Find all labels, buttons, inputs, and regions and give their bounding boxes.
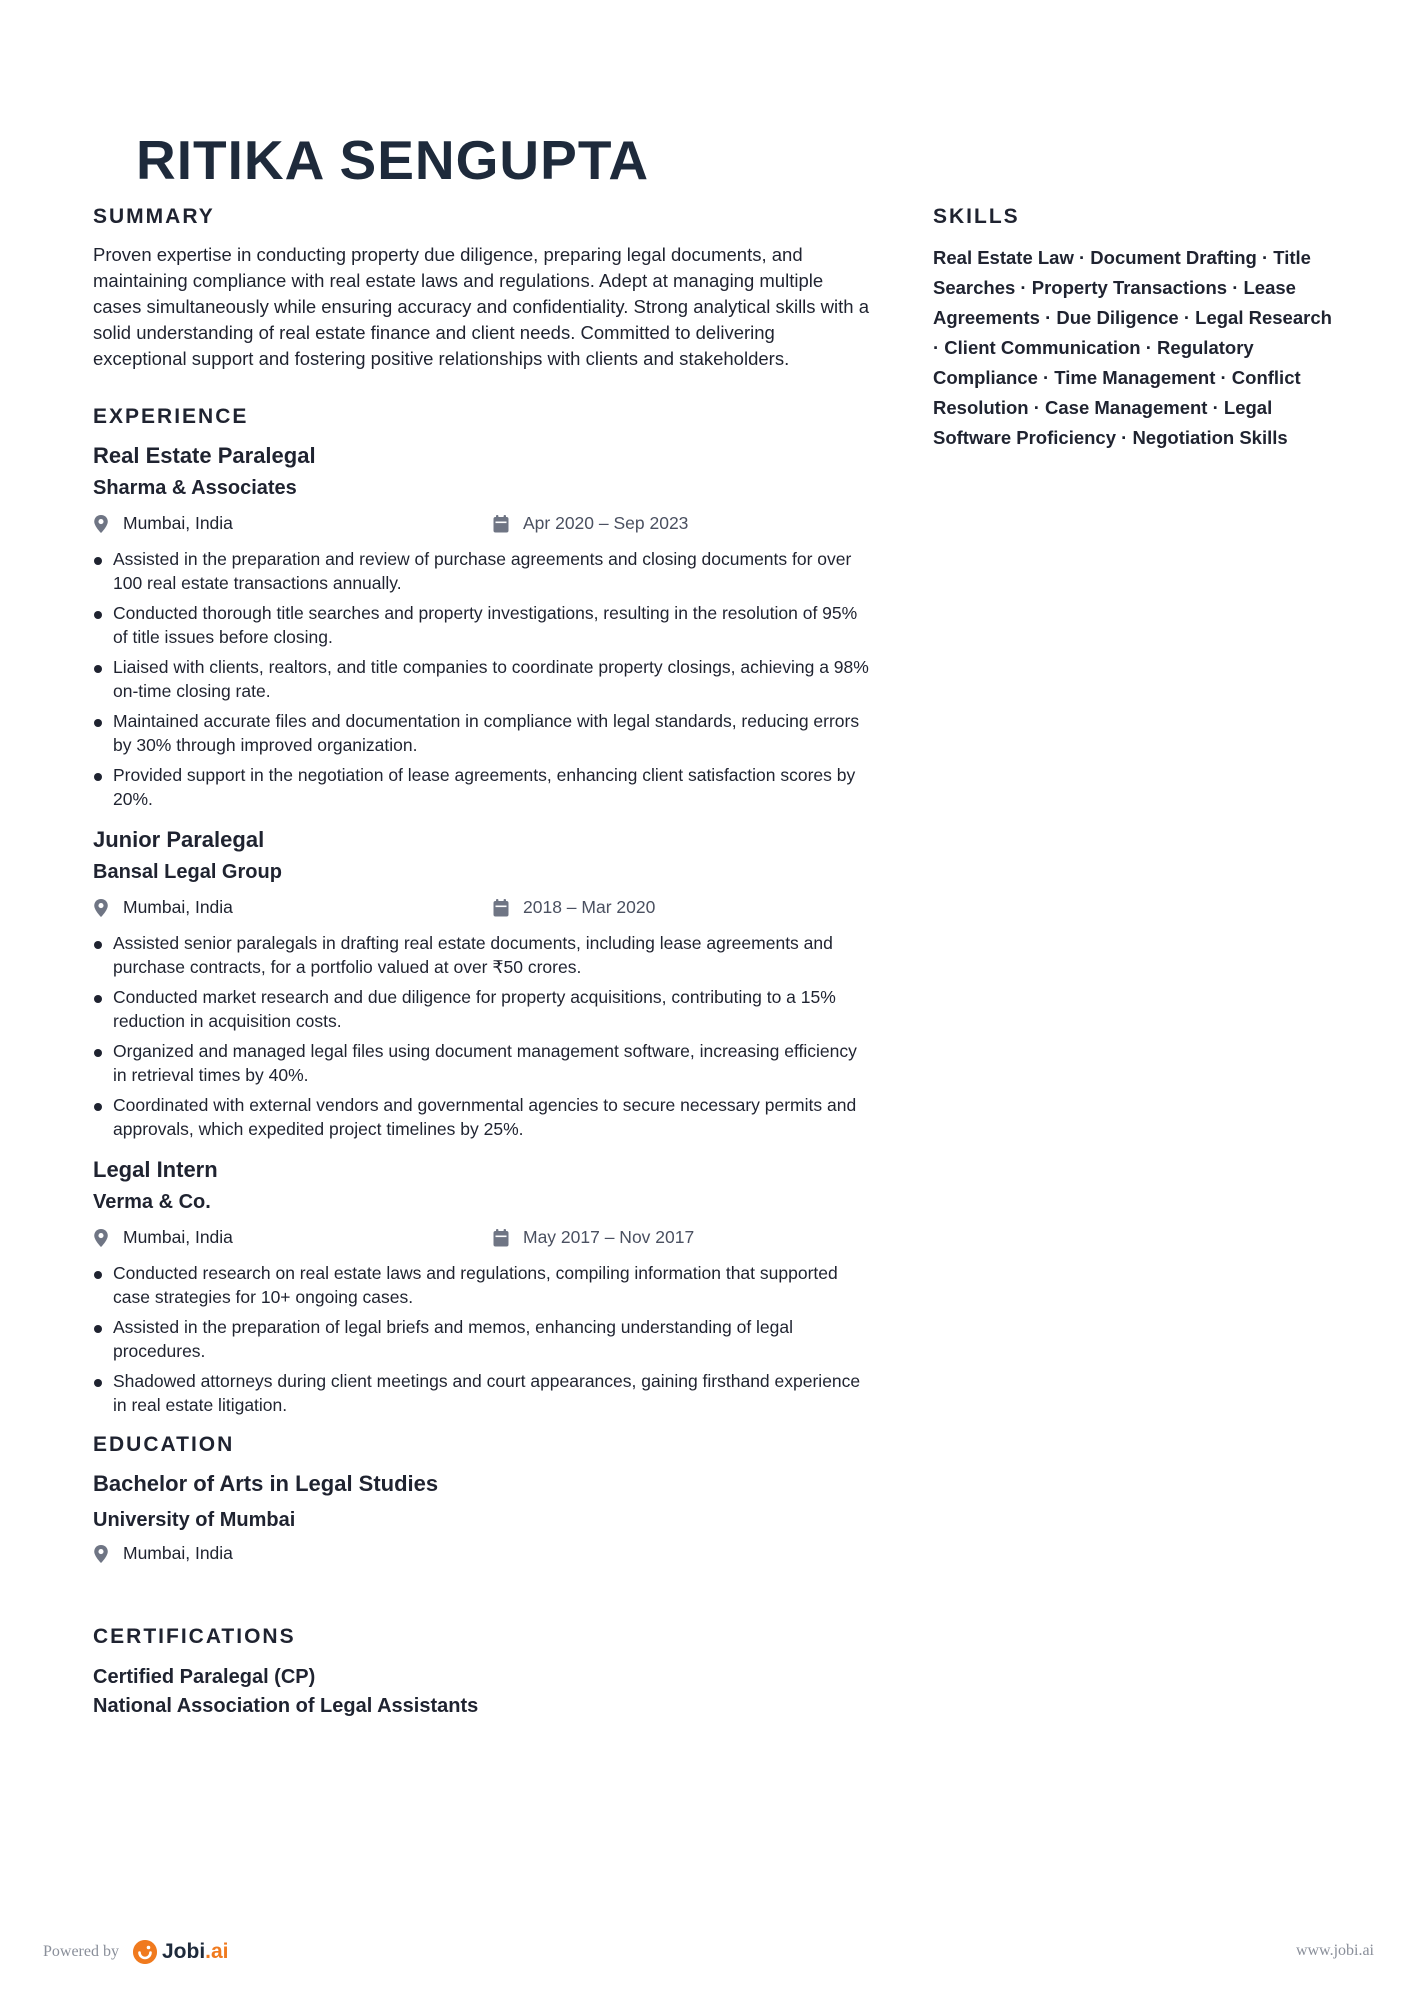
bullet-dot xyxy=(94,1103,102,1111)
job-bullet xyxy=(93,1261,873,1309)
job-bullets xyxy=(93,931,873,1141)
job-meta xyxy=(93,1227,873,1253)
location-text: Mumbai, India xyxy=(123,513,233,533)
certification-name: Certified Paralegal (CP) xyxy=(93,1666,316,1688)
logo-suffix: .ai xyxy=(205,1940,229,1963)
education-section xyxy=(93,1433,873,1569)
bullet-dot xyxy=(94,1379,102,1387)
calendar-icon xyxy=(493,515,509,533)
calendar-icon xyxy=(493,1229,509,1247)
bullet-dot xyxy=(94,557,102,565)
section-title: EDUCATION xyxy=(93,1433,235,1456)
bullet-text: Organized and managed legal files using document management software, increasing efficiency in retrieval times by 40%. xyxy=(113,1041,857,1085)
location-text: Mumbai, India xyxy=(123,897,233,917)
date-text: Apr 2020 – Sep 2023 xyxy=(523,513,689,533)
job-list xyxy=(93,441,873,1417)
bullet-text: Shadowed attorneys during client meetings and court appearances, gaining firsthand experience in real estate litigation. xyxy=(113,1371,861,1415)
logo-main: Jobi xyxy=(161,1940,206,1963)
bullet-text: Liaised with clients, realtors, and title companies to coordinate property closings, achieving a 98% on-time closing rate. xyxy=(113,657,869,701)
sidebar-column xyxy=(933,205,1333,453)
location-text: Mumbai, India xyxy=(123,1543,233,1563)
skills-list: Real Estate Law · Document Drafting · Title Searches · Property Transactions · Lease Agreements · Due Diligence · Legal Research · Client Communication · Regulatory Compliance · Time Management · Conflict Resolution · Case Management · Legal Software Proficiency · Negotiation Skills xyxy=(933,247,1332,448)
job-bullet xyxy=(93,547,873,595)
date-range xyxy=(493,1227,694,1248)
job-bullet xyxy=(93,985,873,1033)
date-text: May 2017 – Nov 2017 xyxy=(523,1227,695,1247)
bullet-dot xyxy=(94,1325,102,1333)
location-text: Mumbai, India xyxy=(123,1227,233,1247)
job-title: Legal Intern xyxy=(93,1157,218,1182)
location xyxy=(93,897,233,918)
experience-section xyxy=(93,405,873,1417)
job-bullet xyxy=(93,709,873,757)
location xyxy=(93,1543,233,1564)
date-range xyxy=(493,897,655,918)
location xyxy=(93,1227,233,1248)
map-pin-icon xyxy=(93,899,109,917)
section-title: SUMMARY xyxy=(93,205,215,228)
date-range xyxy=(493,513,688,534)
job-bullet xyxy=(93,1369,873,1417)
job-bullet xyxy=(93,1039,873,1087)
certifications-section xyxy=(93,1625,873,1721)
bullet-text: Assisted senior paralegals in drafting real estate documents, including lease agreements and purchase contracts, for a portfolio valued at over ₹50 crores. xyxy=(113,933,833,977)
job-company: Verma & Co. xyxy=(93,1191,211,1213)
section-title: CERTIFICATIONS xyxy=(93,1625,296,1648)
skills-section xyxy=(933,205,1333,453)
education-meta xyxy=(93,1543,873,1569)
section-title: EXPERIENCE xyxy=(93,405,249,428)
degree: Bachelor of Arts in Legal Studies xyxy=(93,1471,439,1496)
bullet-dot xyxy=(94,1271,102,1279)
calendar-icon xyxy=(493,899,509,917)
bullet-text: Assisted in the preparation of legal briefs and memos, enhancing understanding of legal procedures. xyxy=(113,1317,794,1361)
job-bullets xyxy=(93,547,873,811)
bullet-text: Conducted thorough title searches and property investigations, resulting in the resolution of 95% of title issues before closing. xyxy=(113,603,858,647)
footer-branding xyxy=(43,1940,229,1964)
summary-text: Proven expertise in conducting property due diligence, preparing legal documents, and maintaining compliance with real estate laws and regulations. Adept at managing multiple cases simultaneously while ensuring accuracy and confidentiality. Strong analytical skills with a solid understanding of real estate finance and client needs. Committed to delivering exceptional support and fostering positive relationships with clients and stakeholders. xyxy=(93,244,870,369)
job-bullet xyxy=(93,1093,873,1141)
job-bullets xyxy=(93,1261,873,1417)
job-bullet xyxy=(93,655,873,703)
bullet-text: Coordinated with external vendors and governmental agencies to secure necessary permits and approvals, which expedited project timelines by 25%. xyxy=(113,1095,857,1139)
bullet-dot xyxy=(94,995,102,1003)
bullet-dot xyxy=(94,1049,102,1057)
bullet-text: Maintained accurate files and documentation in compliance with legal standards, reducing errors by 30% through improved organization. xyxy=(113,711,860,755)
section-title: SKILLS xyxy=(933,205,1020,228)
date-text: 2018 – Mar 2020 xyxy=(523,897,656,917)
location xyxy=(93,513,233,534)
job-company: Bansal Legal Group xyxy=(93,861,282,883)
bullet-dot xyxy=(94,611,102,619)
logo-text xyxy=(162,1940,229,1964)
map-pin-icon xyxy=(93,1545,109,1563)
job-title: Real Estate Paralegal xyxy=(93,443,316,468)
candidate-name: RITIKA SENGUPTA xyxy=(136,129,650,191)
jobi-logo-icon xyxy=(133,1940,157,1964)
job-company: Sharma & Associates xyxy=(93,477,297,499)
footer-website-link[interactable]: www.jobi.ai xyxy=(1295,1942,1374,1959)
job-meta xyxy=(93,513,873,539)
map-pin-icon xyxy=(93,515,109,533)
bullet-text: Conducted research on real estate laws and regulations, compiling information that supported case strategies for 10+ ongoing cases. xyxy=(113,1263,838,1307)
bullet-dot xyxy=(94,719,102,727)
job-entry xyxy=(93,1155,873,1417)
summary-section xyxy=(93,205,873,372)
job-meta xyxy=(93,897,873,923)
bullet-dot xyxy=(94,665,102,673)
job-title: Junior Paralegal xyxy=(93,827,265,852)
job-bullet xyxy=(93,931,873,979)
job-bullet xyxy=(93,601,873,649)
jobi-logo[interactable] xyxy=(133,1940,229,1964)
bullet-text: Provided support in the negotiation of lease agreements, enhancing client satisfaction scores by 20%. xyxy=(113,765,856,809)
bullet-dot xyxy=(94,773,102,781)
map-pin-icon xyxy=(93,1229,109,1247)
bullet-dot xyxy=(94,941,102,949)
job-bullet xyxy=(93,763,873,811)
powered-by-label: Powered by xyxy=(43,1943,119,1960)
main-column xyxy=(93,205,873,1721)
bullet-text: Assisted in the preparation and review of purchase agreements and closing documents for over 100 real estate transactions annually. xyxy=(113,549,852,593)
job-bullet xyxy=(93,1315,873,1363)
bullet-text: Conducted market research and due diligence for property acquisitions, contributing to a 15% reduction in acquisition costs. xyxy=(113,987,836,1031)
school: University of Mumbai xyxy=(93,1509,296,1531)
certification-issuer: National Association of Legal Assistants xyxy=(93,1695,479,1717)
job-entry xyxy=(93,441,873,811)
job-entry xyxy=(93,825,873,1141)
